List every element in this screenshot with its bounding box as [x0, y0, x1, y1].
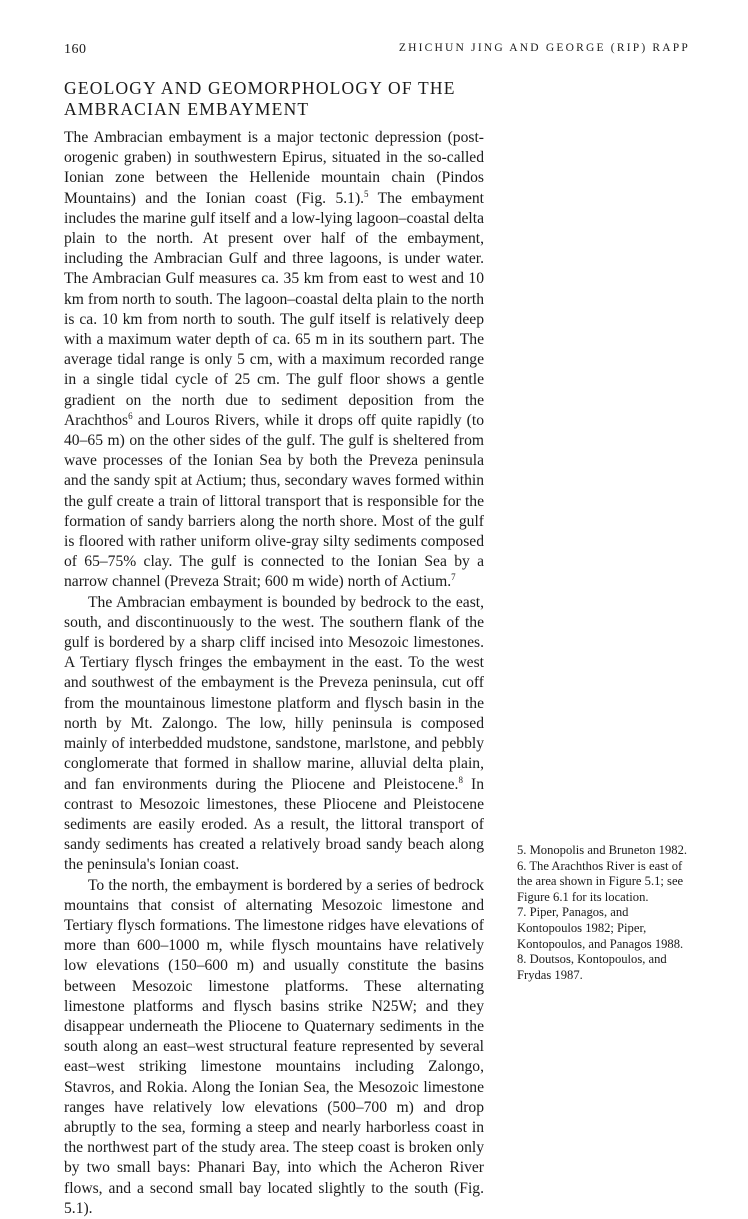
footnote-ref-8: 8: [458, 774, 463, 785]
footnote-ref-6: 6: [128, 410, 133, 421]
page-header: [64, 42, 690, 60]
running-head: ZHICHUN JING AND GEORGE (RIP) RAPP: [398, 42, 690, 54]
page-number: 160: [64, 42, 87, 57]
paragraph-2: The Ambracian embayment is bounded by bedrock to the east, south, and discontinuously to the west. The southern flank of the gulf is bordered by a sharp cliff incised into Mesozoic limestones. A Tertiary flysch fringes the embayment in the east. To the west and southwest of the embayment is the Preveza peninsula, cut off from the mountainous limestone platform and flysch basin in the north by Mt. Zalongo. The low, hilly peninsula is composed mainly of interbedded mudstone, sandstone, marlstone, and pebbly conglomerate that formed in shallow marine, alluvial delta plain, and fan environments during the Pliocene and Pleistocene.$^8$ In contrast to Mesozoic limestones, these Pliocene and Pleistocene sediments are easily eroded. As a result, the littoral transport of sandy sediments has created a relatively broad sandy beach along the peninsula's Ionian coast.: [64, 593, 484, 874]
paragraph-1: The Ambracian embayment is a major tectonic depression (post-orogenic graben) in southwestern Epirus, situated in the so-called Ionian zone between the Hellenide mountain chain (Pindos Mountains) and the Ionian coast (Fig. 5.1).$^5$ The embayment includes the marine gulf itself and a low-lying lagoon–coastal delta plain to the north. At present over half of the embayment, including the Ambracian Gulf and three lagoons, is under water. The Ambracian Gulf measures ca. 35 km from east to west and 10 km from north to south. The lagoon–coastal delta plain to the north is ca. 10 km from north to south. The gulf itself is relatively deep with a maximum water depth of ca. 65 m in its southern part. The average tidal range is only 5 cm, with a maximum recorded range in a single tidal cycle of 25 cm. The gulf floor shows a gentle gradient on the north due to sediment deposition from the Arachthos$^6$ and Louros Rivers, while it drops off quite rapidly (to 40–65 m) on the other sides of the gulf. The gulf is sheltered from wave processes of the Ionian Sea by both the Preveza peninsula and the sandy spit at Actium; thus, secondary waves formed within the gulf create a train of littoral transport that is responsible for the formation of sandy barriers along the north shore. Most of the gulf is floored with rather uniform olive-gray silty sediments composed of 65–75% clay. The gulf is connected to the Ionian Sea by a narrow channel (Preveza Strait; 600 m wide) north of Actium.$^7$: [64, 129, 484, 591]
section-title: GEOLOGY AND GEOMORPHOLOGY OF THE AMBRACIAN EMBAYMENT: [64, 78, 456, 119]
footnote-ref-5: 5: [364, 188, 369, 199]
footnote-6: 6. The Arachthos River is east of the area shown in Figure 5.1; see Figure 6.1 for its location.: [517, 858, 684, 904]
footnotes: [503, 843, 693, 983]
footnote-8: 8. Doutsos, Kontopoulos, and Frydas 1987.: [517, 952, 667, 982]
footnote-7: 7. Piper, Panagos, and Kontopoulos 1982; Piper, Kontopoulos, and Panagos 1988.: [517, 905, 684, 951]
footnote-5: 5. Monopolis and Bruneton 1982.: [517, 843, 688, 857]
paragraph-3: To the north, the embayment is bordered by a series of bedrock mountains that consist of alternating Mesozoic limestone and Tertiary flysch formations. The limestone ridges have elevations of more than 600–1000 m, while flysch mountains have relatively low elevations (150–600 m) and usually constitute the basins between Mesozoic limestone platforms. These alternating limestone platforms and flysch basins strike N25W; and they disappear underneath the Pliocene to Quaternary sediments in the south along an east–west structural feature represented by several east–west striking limestone mountains including Zalongo, Stavros, and Rokia. Along the Ionian Sea, the Mesozoic limestone ranges have relatively low elevations (500–700 m) and drop abruptly to the sea, forming a steep and nearly harborless coast in the northwest part of the study area. The steep coast is broken only by two small bays: Phanari Bay, into which the Acheron River flows, and a second small bay located slightly to the south (Fig. 5.1).: [64, 876, 484, 1217]
footnote-ref-7: 7: [451, 572, 456, 583]
body-text: [64, 128, 484, 1219]
